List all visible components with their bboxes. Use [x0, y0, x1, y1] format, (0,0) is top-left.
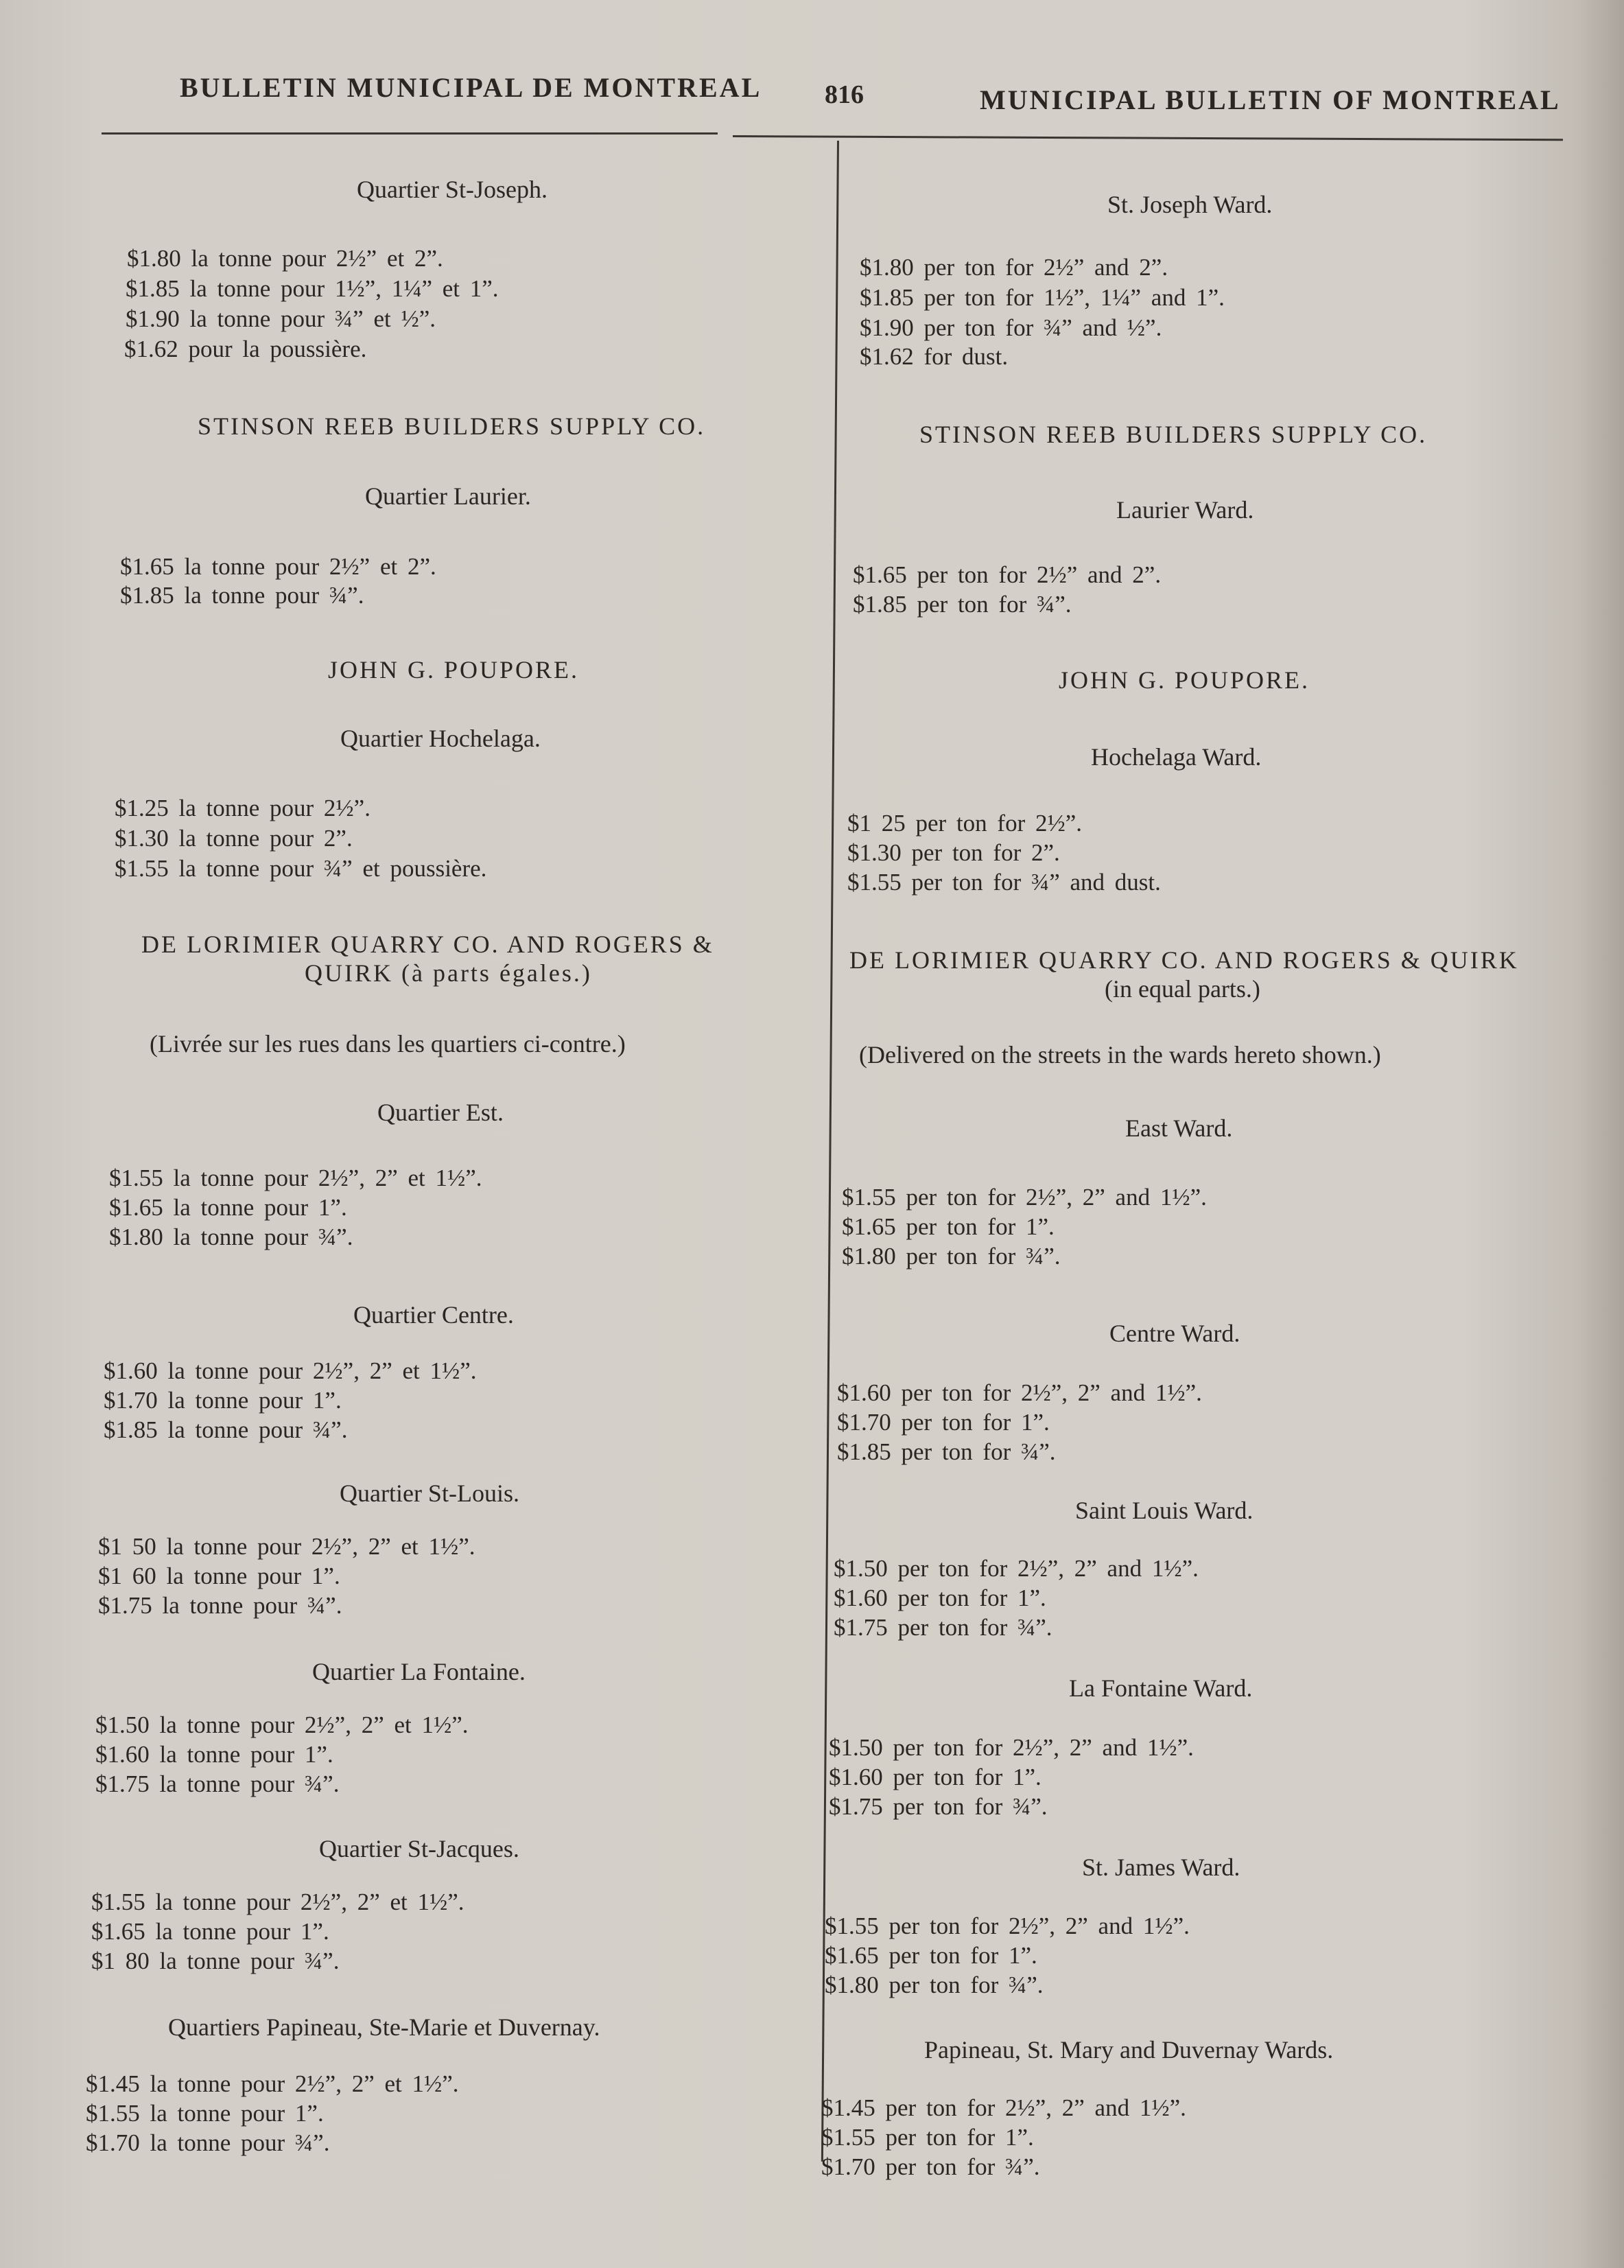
price-line: $1.50 per ton for 2½”, 2” and 1½”. [834, 1555, 1199, 1582]
price-line: $1.85 per ton for ¾”. [837, 1438, 1056, 1465]
price-line: $1.25 la tonne pour 2½”. [115, 795, 370, 821]
section-heading: Quartier Laurier. [365, 482, 531, 510]
section-heading: Saint Louis Ward. [1075, 1497, 1254, 1524]
company-name: JOHN G. POUPORE. [1059, 666, 1310, 694]
company-name-cont: (in equal parts.) [1105, 975, 1260, 1003]
column-divider [821, 141, 839, 2162]
company-name: STINSON REEB BUILDERS SUPPLY CO. [919, 421, 1428, 448]
section-heading: Papineau, St. Mary and Duvernay Wards. [924, 2036, 1334, 2064]
price-line: $1.60 la tonne pour 2½”, 2” et 1½”. [104, 1357, 477, 1384]
price-line: $1.55 la tonne pour ¾” et poussière. [115, 855, 487, 882]
price-line: $1.45 la tonne pour 2½”, 2” et 1½”. [86, 2070, 459, 2097]
section-heading: Quartier La Fontaine. [312, 1658, 526, 1685]
price-line: $1.90 la tonne pour ¾” et ½”. [126, 305, 436, 332]
price-line: $1.70 per ton for ¾”. [821, 2153, 1040, 2180]
header-french-title: BULLETIN MUNICIPAL DE MONTREAL [180, 72, 762, 103]
price-line: $1 60 la tonne pour 1”. [98, 1563, 340, 1589]
price-line: $1.60 per ton for 1”. [834, 1585, 1046, 1611]
section-heading: Hochelaga Ward. [1091, 743, 1262, 771]
section-heading: Quartiers Papineau, Ste-Marie et Duvernay. [168, 2013, 600, 2041]
price-line: $1.70 per ton for 1”. [837, 1409, 1050, 1436]
price-line: $1.70 la tonne pour ¾”. [86, 2129, 330, 2156]
delivery-note: (Delivered on the streets in the wards hereto shown.) [859, 1041, 1381, 1068]
header-rule-right [733, 135, 1563, 141]
price-line: $1.65 per ton for 2½” and 2”. [853, 561, 1162, 588]
section-heading: Quartier St-Joseph. [357, 176, 548, 203]
price-line: $1.30 la tonne pour 2”. [115, 825, 353, 852]
price-line: $1 25 per ton for 2½”. [847, 810, 1083, 837]
section-heading: St. James Ward. [1082, 1854, 1240, 1881]
price-line: $1.75 per ton for ¾”. [829, 1793, 1048, 1820]
company-name: JOHN G. POUPORE. [328, 656, 580, 683]
price-line: $1.55 la tonne pour 2½”, 2” et 1½”. [91, 1889, 464, 1915]
price-line: $1 80 la tonne pour ¾”. [91, 1948, 340, 1974]
price-line: $1.75 la tonne pour ¾”. [95, 1770, 340, 1797]
price-line: $1.55 per ton for ¾” and dust. [847, 869, 1161, 896]
price-line: $1.65 la tonne pour 1”. [91, 1918, 329, 1945]
price-line: $1.65 per ton for 1”. [825, 1942, 1037, 1969]
price-line: $1.50 la tonne pour 2½”, 2” et 1½”. [95, 1711, 469, 1738]
price-line: $1.55 la tonne pour 2½”, 2” et 1½”. [109, 1165, 482, 1191]
price-line: $1.60 per ton for 2½”, 2” and 1½”. [837, 1379, 1202, 1406]
price-line: $1.55 per ton for 2½”, 2” and 1½”. [842, 1184, 1207, 1211]
price-line: $1 50 la tonne pour 2½”, 2” et 1½”. [98, 1533, 475, 1560]
price-line: $1.85 la tonne pour ¾”. [104, 1416, 348, 1443]
price-line: $1.80 la tonne pour ¾”. [109, 1224, 353, 1250]
price-line: $1.85 la tonne pour ¾”. [120, 582, 364, 609]
section-heading: Quartier St-Louis. [340, 1480, 519, 1507]
price-line: $1.70 la tonne pour 1”. [104, 1387, 342, 1414]
company-name: DE LORIMIER QUARRY CO. AND ROGERS & [141, 931, 714, 958]
price-line: $1.30 per ton for 2”. [847, 839, 1060, 866]
company-name-cont: QUIRK (à parts égales.) [305, 959, 592, 987]
price-line: $1.80 la tonne pour 2½” et 2”. [127, 245, 443, 272]
header-rule-left [102, 132, 718, 135]
price-line: $1.80 per ton for ¾”. [825, 1972, 1044, 1998]
price-line: $1.62 for dust. [860, 343, 1009, 370]
price-line: $1.75 per ton for ¾”. [834, 1614, 1052, 1641]
section-heading: Quartier St-Jacques. [319, 1835, 519, 1862]
section-heading: East Ward. [1125, 1114, 1233, 1142]
section-heading: St. Joseph Ward. [1107, 191, 1273, 218]
price-line: $1.90 per ton for ¾” and ½”. [860, 314, 1162, 341]
header-english-title: MUNICIPAL BULLETIN OF MONTREAL [980, 84, 1561, 115]
section-heading: La Fontaine Ward. [1069, 1674, 1253, 1702]
price-line: $1.85 per ton for 1½”, 1¼” and 1”. [860, 284, 1225, 311]
company-name: STINSON REEB BUILDERS SUPPLY CO. [198, 412, 706, 440]
price-line: $1.65 la tonne pour 1”. [109, 1194, 347, 1221]
price-line: $1.85 per ton for ¾”. [853, 591, 1072, 618]
price-line: $1.60 per ton for 1”. [829, 1764, 1042, 1790]
price-line: $1.45 per ton for 2½”, 2” and 1½”. [821, 2094, 1186, 2121]
price-line: $1.60 la tonne pour 1”. [95, 1741, 333, 1768]
page-number: 816 [825, 80, 864, 109]
price-line: $1.65 per ton for 1”. [842, 1213, 1055, 1240]
price-line: $1.80 per ton for 2½” and 2”. [860, 254, 1168, 281]
price-line: $1.65 la tonne pour 2½” et 2”. [120, 553, 436, 580]
page-header [0, 69, 1624, 117]
price-line: $1.50 per ton for 2½”, 2” and 1½”. [829, 1734, 1194, 1761]
price-line: $1.55 per ton for 2½”, 2” and 1½”. [825, 1913, 1190, 1939]
section-heading: Quartier Hochelaga. [340, 725, 541, 752]
section-heading: Laurier Ward. [1116, 496, 1254, 524]
price-line: $1.62 pour la poussière. [124, 336, 367, 362]
delivery-note: (Livrée sur les rues dans les quartiers ci-contre.) [150, 1030, 626, 1057]
section-heading: Centre Ward. [1109, 1320, 1240, 1347]
price-line: $1.75 la tonne pour ¾”. [98, 1592, 342, 1619]
price-line: $1.55 la tonne pour 1”. [86, 2100, 324, 2127]
company-name: DE LORIMIER QUARRY CO. AND ROGERS & QUIRK [849, 946, 1519, 974]
section-heading: Quartier Est. [377, 1099, 504, 1126]
section-heading: Quartier Centre. [353, 1301, 514, 1329]
price-line: $1.55 per ton for 1”. [821, 2124, 1034, 2151]
price-line: $1.80 per ton for ¾”. [842, 1243, 1061, 1270]
price-line: $1.85 la tonne pour 1½”, 1¼” et 1”. [126, 275, 499, 302]
